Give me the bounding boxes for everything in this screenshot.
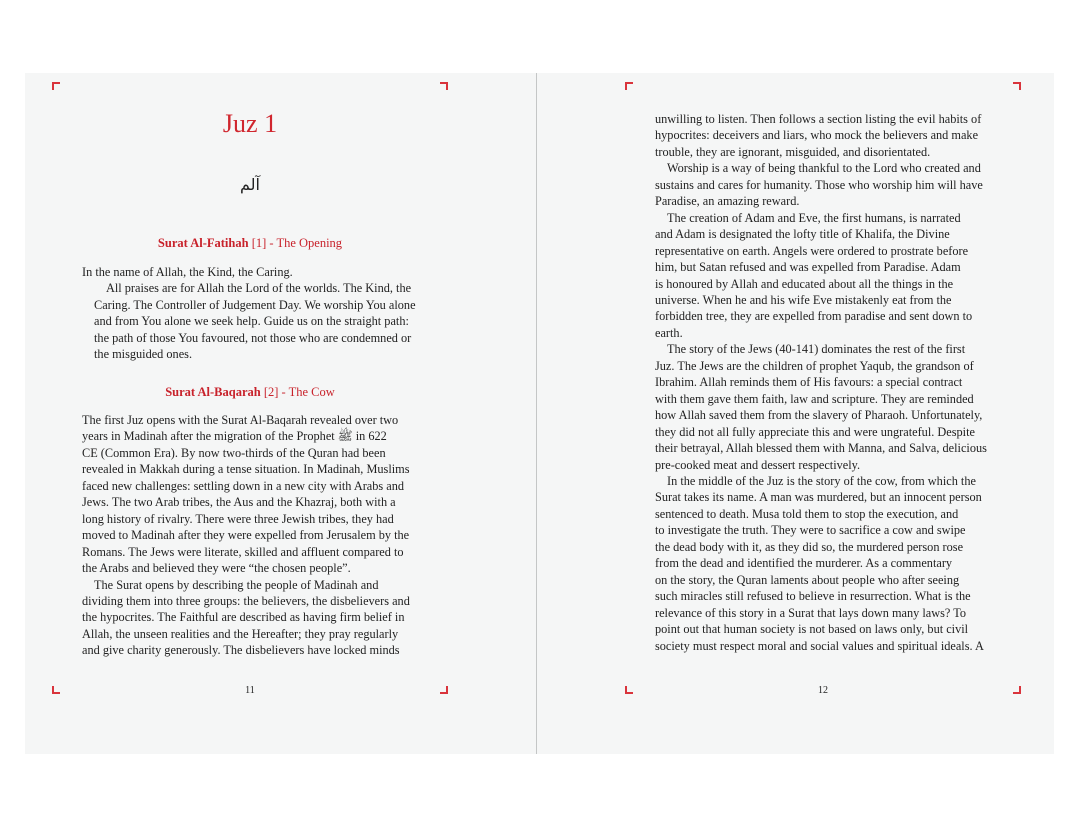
text-line: the path of those You favoured, not those who are condemned or [94,330,412,345]
crop-mark-bottom-right-icon [1013,686,1021,694]
crop-mark-top-right-icon [440,82,448,90]
text-line: earth. [655,325,683,340]
crop-mark-top-left-icon [625,82,633,90]
book-spread [25,73,1054,754]
text-line: Allah, the unseen realities and the Hereafter; they pray regularly [82,626,399,641]
text-line: Paradise, an amazing reward. [655,194,800,209]
section-body-fatihah [82,264,427,363]
text-line: from the dead and identified the murderer. As a commentary [655,556,953,571]
text-line: forbidden tree, they are expelled from paradise and sent down to [655,309,973,324]
text-line: Ibrahim. Allah reminds them of His favours: a special contract [655,375,963,390]
text-line: The creation of Adam and Eve, the first humans, is narrated [667,210,961,225]
crop-mark-bottom-left-icon [52,686,60,694]
text-line: In the middle of the Juz is the story of the cow, from which the [667,473,976,488]
text-line: unwilling to listen. Then follows a section listing the evil habits of [655,112,982,126]
text-line: trouble, they are ignorant, misguided, and disorientated. [655,144,931,159]
section-body-baqarah [82,412,427,659]
text-line: pre-cooked meat and dessert respectively. [655,457,861,472]
crop-mark-bottom-left-icon [625,686,633,694]
text-line: hypocrites: deceivers and liars, who mock the believers and make [655,128,979,143]
section-heading-fatihah [25,235,475,251]
text-line: moved to Madinah after they were expelled from Jerusalem by the [82,528,410,543]
paragraph [655,210,1005,342]
text-line: and Adam is designated the lofty title of Khalifa, the Divine [655,227,950,242]
text-line: the misguided ones. [94,347,193,362]
text-line: Romans. The Jews were literate, skilled and affluent compared to [82,544,404,559]
paragraph [655,341,1005,473]
text-line: point out that human society is not based on laws only, but civil [655,622,969,637]
text-line: Surat takes its name. A man was murdered, but an innocent person [655,490,982,505]
text-line: the hypocrites. The Faithful are described as having firm belief in [82,610,405,625]
paragraph [655,111,1005,160]
left-page [25,73,536,754]
section-heading-bold: Surat Al-Fatihah [157,236,249,250]
text-line: The Surat opens by describing the people of Madinah and [94,577,379,592]
text-line: to investigate the truth. They were to sacrifice a cow and swipe [655,523,966,538]
text-line: The first Juz opens with the Surat Al-Baqarah revealed over two [82,413,399,427]
text-line: The story of the Jews (40-141) dominates the rest of the first [667,342,966,357]
page-body [655,111,1005,654]
paragraph [655,160,1005,209]
page-title: Juz 1 [222,109,278,138]
section-heading-regular: [2] - The Cow [260,385,335,399]
paragraph [655,473,1005,654]
text-line: society must respect moral and social values and spiritual ideals. A [655,638,984,653]
text-line: sentenced to death. Musa told them to stop the execution, and [655,506,959,521]
section-heading-baqarah [25,384,475,400]
text-line: Worship is a way of being thankful to the Lord who created and [667,161,981,176]
text-line: how Allah saved them from the slavery of Pharaoh. Unfortunately, [655,408,983,423]
text-line: the dead body with it, as they did so, the murdered person rose [655,539,964,554]
crop-mark-bottom-right-icon [440,686,448,694]
paragraph [82,412,427,577]
text-line: long history of rivalry. There were three Jewish tribes, they had [82,511,394,526]
section-heading-regular: [1] - The Opening [248,236,343,250]
text-line: and give charity generously. The disbelievers have locked minds [82,643,400,658]
right-page [537,73,1054,754]
paragraph [82,577,427,659]
text-line: revealed in Makkah during a tense situation. In Madinah, Muslims [82,462,410,477]
text-line: dividing them into three groups: the believers, the disbelievers and [82,593,410,608]
crop-mark-top-left-icon [52,82,60,90]
page-number: 12 [818,685,828,696]
text-line: representative on earth. Angels were ordered to prostrate before [655,243,969,258]
text-line: All praises are for Allah the Lord of the worlds. The Kind, the [106,281,412,296]
page-number: 11 [245,685,255,696]
text-line: In the name of Allah, the Kind, the Caring. [82,265,293,279]
arabic-letters: آلم [240,175,260,194]
text-line: their betrayal, Allah blessed them with Manna, and Salva, delicious [655,441,987,456]
text-line: faced new challenges: settling down in a new city with Arabs and [82,478,405,493]
text-line: is honoured by Allah and educated about all the things in the [655,276,954,291]
section-heading-bold: Surat Al-Baqarah [165,385,261,399]
text-line: with them gave them faith, law and scripture. They are reminded [655,391,974,406]
paragraph [82,264,427,280]
paragraph [82,280,427,362]
text-line: they did not all fully appreciate this and were ungrateful. Despite [655,424,975,439]
text-line: CE (Common Era). By now two-thirds of the Quran had been [82,445,386,460]
text-line: sustains and cares for humanity. Those who worship him will have [655,177,983,192]
text-line: years in Madinah after the migration of the Prophet ﷺ in 622 [82,429,387,444]
text-line: universe. When he and his wife Eve mistakenly eat from the [655,292,952,307]
text-line: Juz. The Jews are the children of prophet Yaqub, the grandson of [655,358,974,373]
text-line: and from You alone we seek help. Guide us on the straight path: [94,314,409,329]
text-line: relevance of this story in a Surat that lays down many laws? To [655,605,967,620]
crop-mark-top-right-icon [1013,82,1021,90]
text-line: him, but Satan refused and was expelled from Paradise. Adam [655,260,961,275]
text-line: the Arabs and believed they were “the chosen people”. [82,561,351,576]
text-line: Caring. The Controller of Judgement Day. We worship You alone [94,297,416,312]
text-line: such miracles still refused to believe in resurrection. What is the [655,589,971,604]
text-line: on the story, the Quran laments about people who after seeing [655,572,960,587]
text-line: Jews. The two Arab tribes, the Aus and the Khazraj, both with a [82,495,396,510]
